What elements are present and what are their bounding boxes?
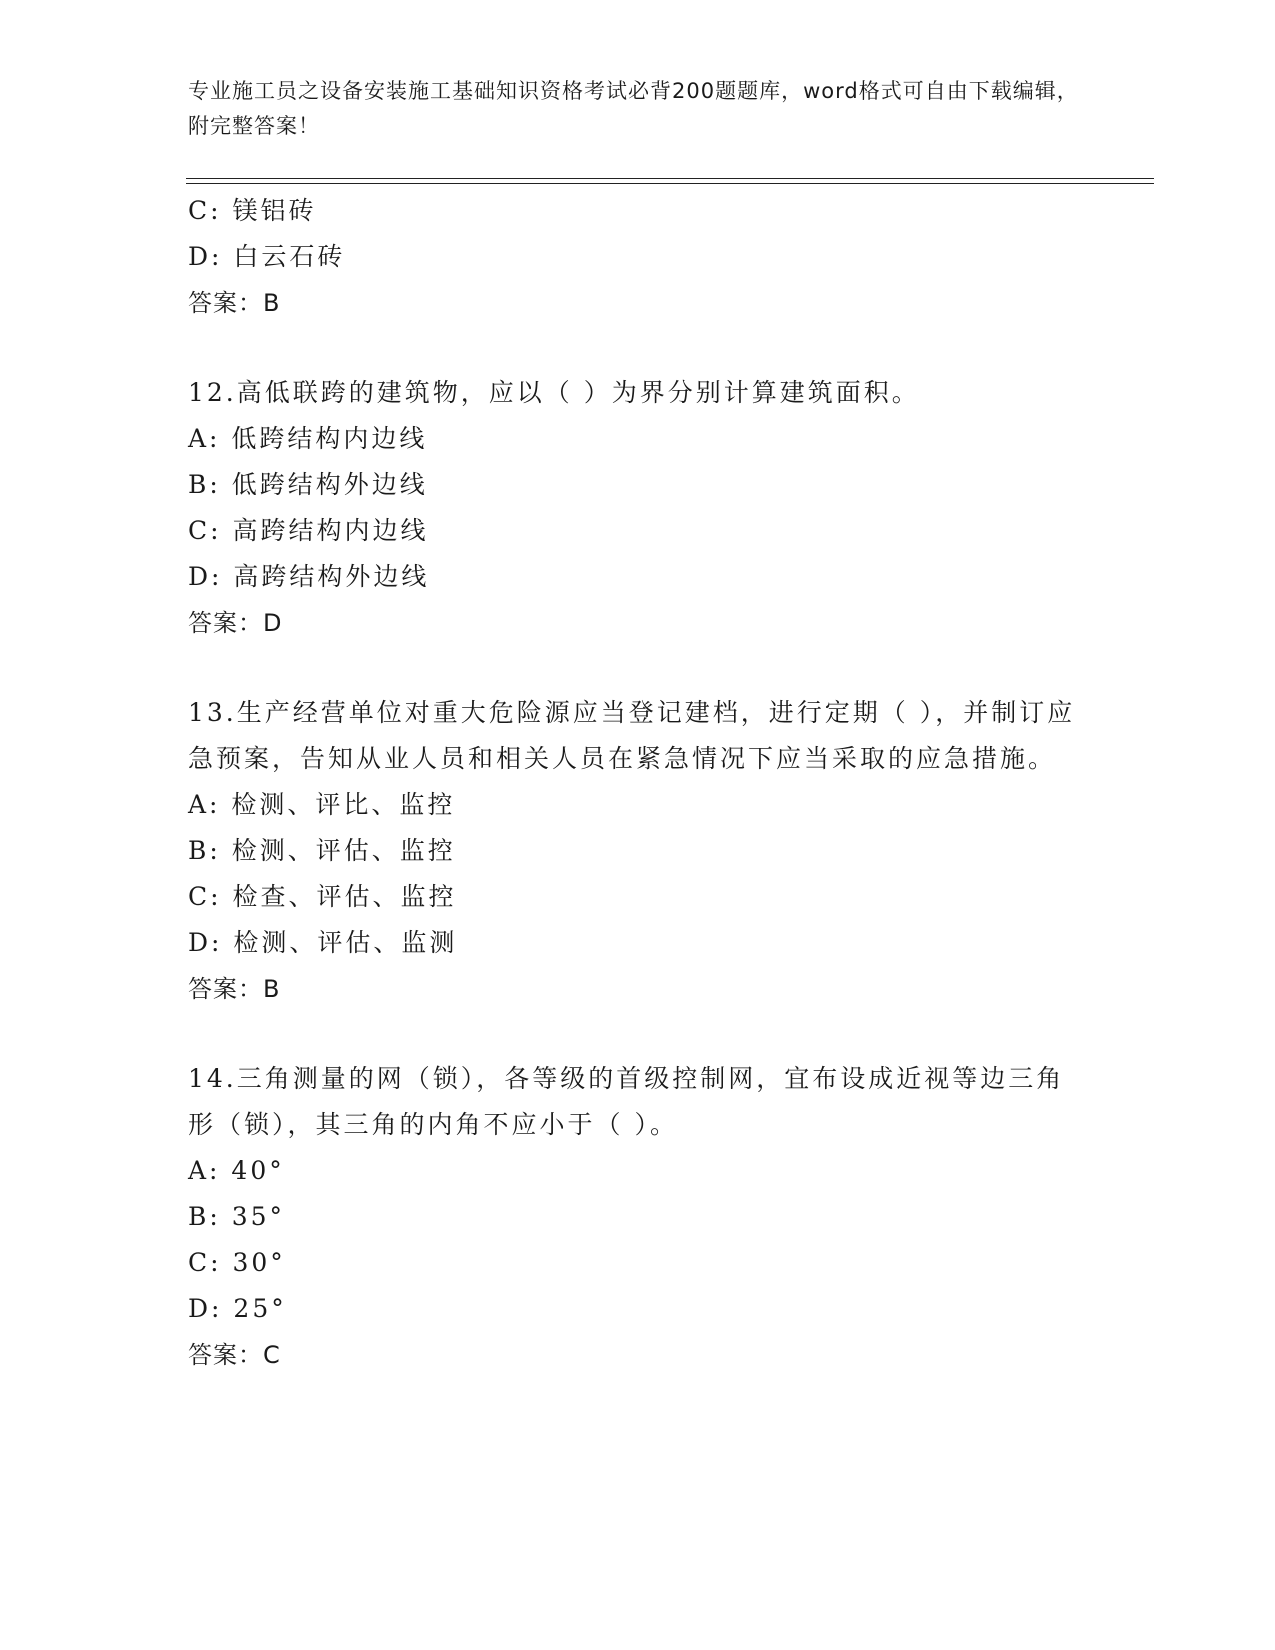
question-text: 14.三角测量的网（锁），各等级的首级控制网，宜布设成近视等边三角形（锁），其三角的内角不应小于（ ）。 (188, 1064, 1065, 1139)
header-divider-bottom (186, 183, 1154, 184)
option-b: B: 低跨结构外边线 (188, 470, 428, 499)
question-13 (188, 690, 1088, 1012)
question-list (188, 188, 1088, 1378)
question-text: 13.生产经营单位对重大危险源应当登记建档，进行定期（ ），并制订应急预案，告知从业人员和相关人员在紧急情况下应当采取的应急措施。 (188, 698, 1076, 773)
question-12 (188, 370, 1088, 646)
option-d: D: 25° (188, 1294, 287, 1323)
option-c: C: 检查、评估、监控 (188, 882, 457, 911)
header-divider-top (186, 178, 1154, 179)
option-d: D: 检测、评估、监测 (188, 928, 458, 957)
answer-label: 答案：C (188, 1341, 281, 1369)
question-text: 12.高低联跨的建筑物，应以（ ）为界分别计算建筑面积。 (188, 378, 920, 407)
answer-label: 答案：B (188, 289, 281, 317)
option-b: B: 35° (188, 1202, 286, 1231)
question-14 (188, 1056, 1088, 1378)
option-a: A: 检测、评比、监控 (188, 790, 456, 819)
option-c: C: 镁铝砖 (188, 196, 317, 225)
option-a: A: 低跨结构内边线 (188, 424, 428, 453)
question-11-continued (188, 188, 1088, 326)
option-d: D: 高跨结构外边线 (188, 562, 430, 591)
document-header-title: 专业施工员之设备安装施工基础知识资格考试必背200题题库，word格式可自由下载编辑，附完整答案！ (188, 79, 1079, 138)
option-d: D: 白云石砖 (188, 242, 346, 271)
option-c: C: 30° (188, 1248, 286, 1277)
option-c: C: 高跨结构内边线 (188, 516, 429, 545)
option-b: B: 检测、评估、监控 (188, 836, 456, 865)
answer-label: 答案：D (188, 609, 283, 637)
option-a: A: 40° (188, 1156, 285, 1185)
answer-label: 答案：B (188, 975, 281, 1003)
